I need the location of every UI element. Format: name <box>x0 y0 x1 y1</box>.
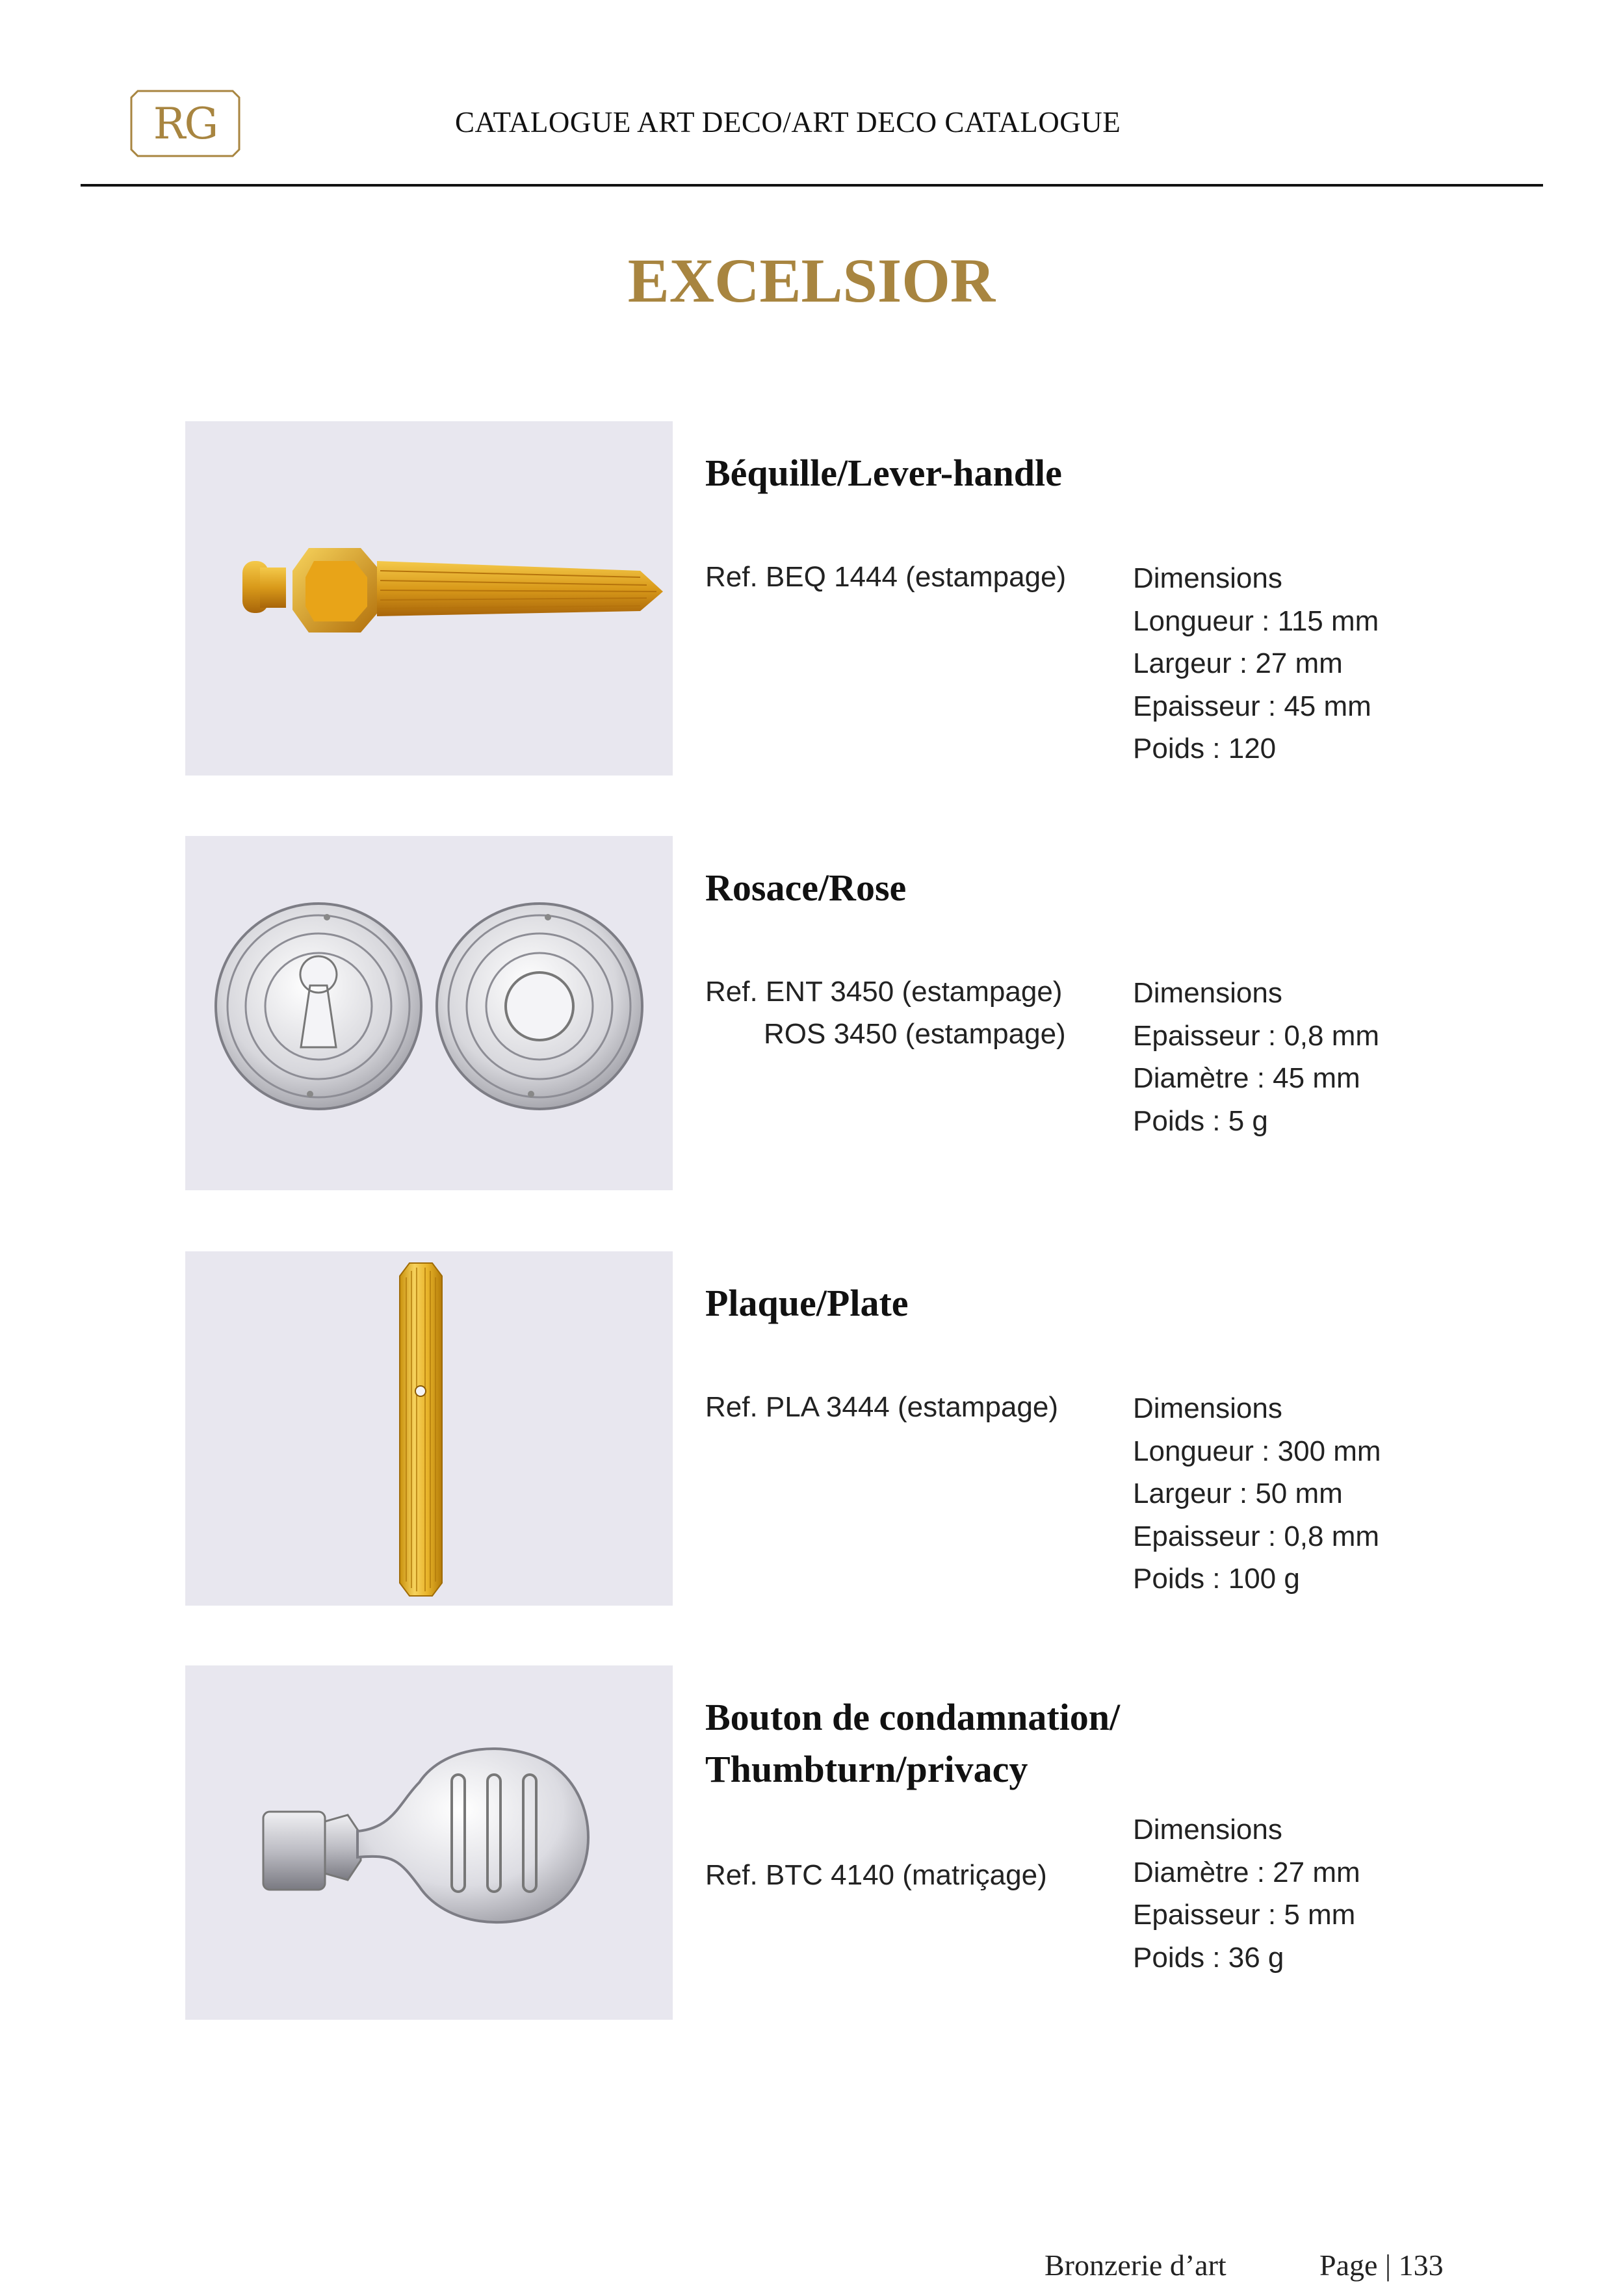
lever-handle-image <box>185 421 673 776</box>
product-lever-handle <box>185 421 1485 776</box>
dimensions-block <box>1133 557 1523 770</box>
catalogue-title: CATALOGUE ART DECO/ART DECO CATALOGUE <box>455 106 1121 138</box>
dimension-line: Epaisseur : 0,8 mm <box>1133 1019 1380 1052</box>
plate-image <box>185 1251 673 1606</box>
ref-line: Ref. ENT 3450 (estampage) <box>705 976 1063 1008</box>
dimension-line: Poids : 120 <box>1133 733 1277 764</box>
rg-logo <box>130 90 240 157</box>
dimension-line: Poids : 36 g <box>1133 1941 1284 1974</box>
dimension-line: Longueur : 115 mm <box>1133 605 1379 637</box>
product-name-line: Thumbturn/privacy <box>705 1748 1028 1790</box>
dimension-line: Longueur : 300 mm <box>1133 1435 1381 1467</box>
dimensions-block <box>1133 1387 1523 1600</box>
product-ref <box>705 1854 1095 1896</box>
ref-line: ROS 3450 (estampage) <box>764 1018 1066 1050</box>
footer-company: Bronzerie d’art <box>1045 2249 1227 2282</box>
product-name: Plaque/Plate <box>705 1282 909 1324</box>
dimension-line: Epaisseur : 45 mm <box>1133 690 1371 722</box>
logo-text: RG <box>153 98 218 149</box>
dimension-line: Largeur : 50 mm <box>1133 1478 1343 1509</box>
dimension-line: Largeur : 27 mm <box>1133 647 1343 679</box>
dimensions-block <box>1133 972 1523 1142</box>
product-name-line: Bouton de condamnation/ <box>705 1696 1121 1738</box>
product-ref <box>705 1386 1095 1428</box>
dimension-line: Diamètre : 45 mm <box>1133 1062 1360 1094</box>
product-photo <box>185 1251 673 1606</box>
dimension-line: Diamètre : 27 mm <box>1133 1856 1360 1888</box>
product-photo <box>185 836 673 1190</box>
product-name: Rosace/Rose <box>705 867 907 909</box>
dimension-line: Poids : 5 g <box>1133 1104 1268 1137</box>
ref-line: Ref. BEQ 1444 (estampage) <box>705 561 1067 593</box>
thumbturn-image <box>185 1665 673 2020</box>
product-photo <box>185 1665 673 2020</box>
header-divider <box>81 184 1543 187</box>
dimension-line: Epaisseur : 5 mm <box>1133 1899 1356 1931</box>
product-rose <box>185 836 1485 1190</box>
plain-rose <box>437 904 642 1109</box>
dimensions-block <box>1133 1808 1523 1979</box>
escutcheon-rose <box>216 904 421 1109</box>
dimensions-heading: Dimensions <box>1133 1814 1282 1846</box>
page-title: EXCELSIOR <box>627 246 996 315</box>
product-name: Béquille/Lever-handle <box>705 452 1062 494</box>
ref-line: Ref. BTC 4140 (matriçage) <box>705 1859 1047 1891</box>
dimensions-heading: Dimensions <box>1133 977 1282 1009</box>
rose-image <box>185 836 673 1190</box>
product-name <box>705 1691 1355 1795</box>
footer-page-number: Page | 133 <box>1319 2249 1444 2282</box>
product-ref <box>705 556 1095 598</box>
dimensions-heading: Dimensions <box>1133 1392 1282 1424</box>
product-photo <box>185 421 673 776</box>
product-thumbturn <box>185 1665 1485 2020</box>
product-plate <box>185 1251 1485 1606</box>
dimension-line: Poids : 100 g <box>1133 1563 1300 1595</box>
ref-line: Ref. PLA 3444 (estampage) <box>705 1391 1058 1423</box>
dimension-line: Epaisseur : 0,8 mm <box>1133 1520 1380 1552</box>
product-ref <box>705 971 1095 1055</box>
dimensions-heading: Dimensions <box>1133 562 1282 594</box>
